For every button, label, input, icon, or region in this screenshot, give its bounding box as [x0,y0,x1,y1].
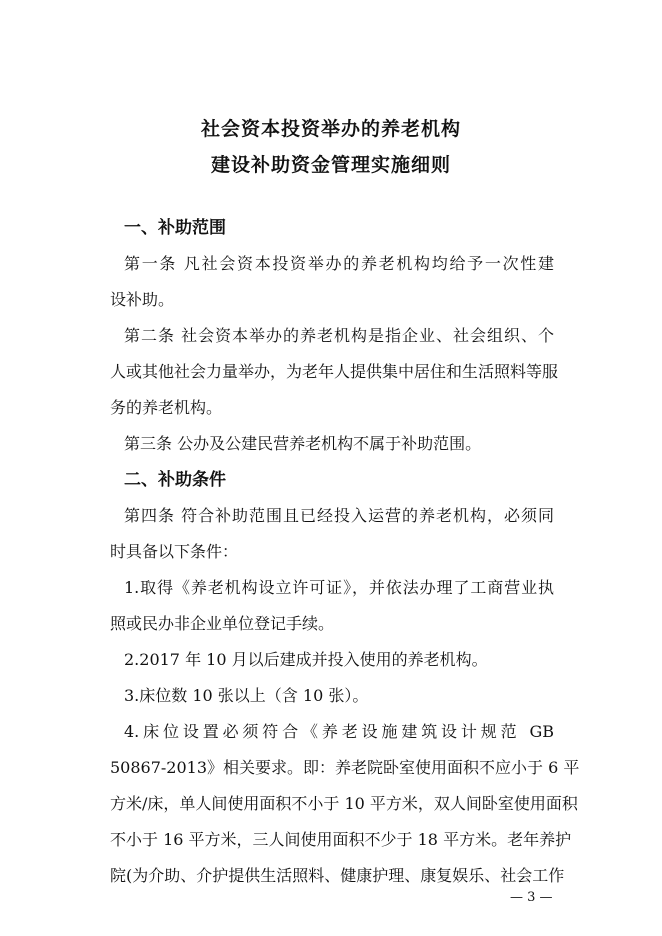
condition-1-line-2: 照或民办非企业单位登记手续。 [110,614,335,633]
article-4-line-1: 第四条 符合补助范围且已经投入运营的养老机构，必须同 [124,506,554,525]
article-1-line-2: 设补助。 [110,290,175,309]
title-line-2: 建设补助资金管理实施细则 [210,154,451,176]
article-2-line-3: 务的养老机构。 [110,398,223,417]
article-1-line-1: 第一条 凡社会资本投资举办的养老机构均给予一次性建 [124,254,554,273]
article-2-line-2: 人或其他社会力量举办，为老年人提供集中居住和生活照料等服 [110,362,559,381]
page-number: — 3 — [510,890,553,905]
section-1-heading: 一、补助范围 [124,218,226,238]
condition-4-line-5: 院(为介助、介护提供生活照料、健康护理、康复娱乐、社会工作 [110,866,565,885]
section-2-heading: 二、补助条件 [124,470,226,490]
condition-4-line-3: 方米/床，单人间使用面积不小于 10 平方米，双人间卧室使用面积 [110,794,578,813]
condition-4-line-4: 不小于 16 平方米，三人间使用面积不少于 18 平方米。老年养护 [110,830,572,849]
condition-4-line-1: 4.床位设置必须符合《养老设施建筑设计规范 GB [124,722,554,741]
article-4-line-2: 时具备以下条件： [110,542,239,561]
article-3: 第三条 公办及公建民营养老机构不属于补助范围。 [124,434,482,453]
title-line-1: 社会资本投资举办的养老机构 [200,118,461,140]
condition-4-line-2: 50867-2013》相关要求。即：养老院卧室使用面积不应小于 6 平 [110,758,580,777]
condition-1-line-1: 1.取得《养老机构设立许可证》，并依法办理了工商营业执 [124,578,554,597]
article-2-line-1: 第二条 社会资本举办的养老机构是指企业、社会组织、个 [124,326,554,345]
condition-2: 2.2017 年 10 月以后建成并投入使用的养老机构。 [124,650,488,669]
condition-3: 3.床位数 10 张以上（含 10 张）。 [124,686,369,705]
